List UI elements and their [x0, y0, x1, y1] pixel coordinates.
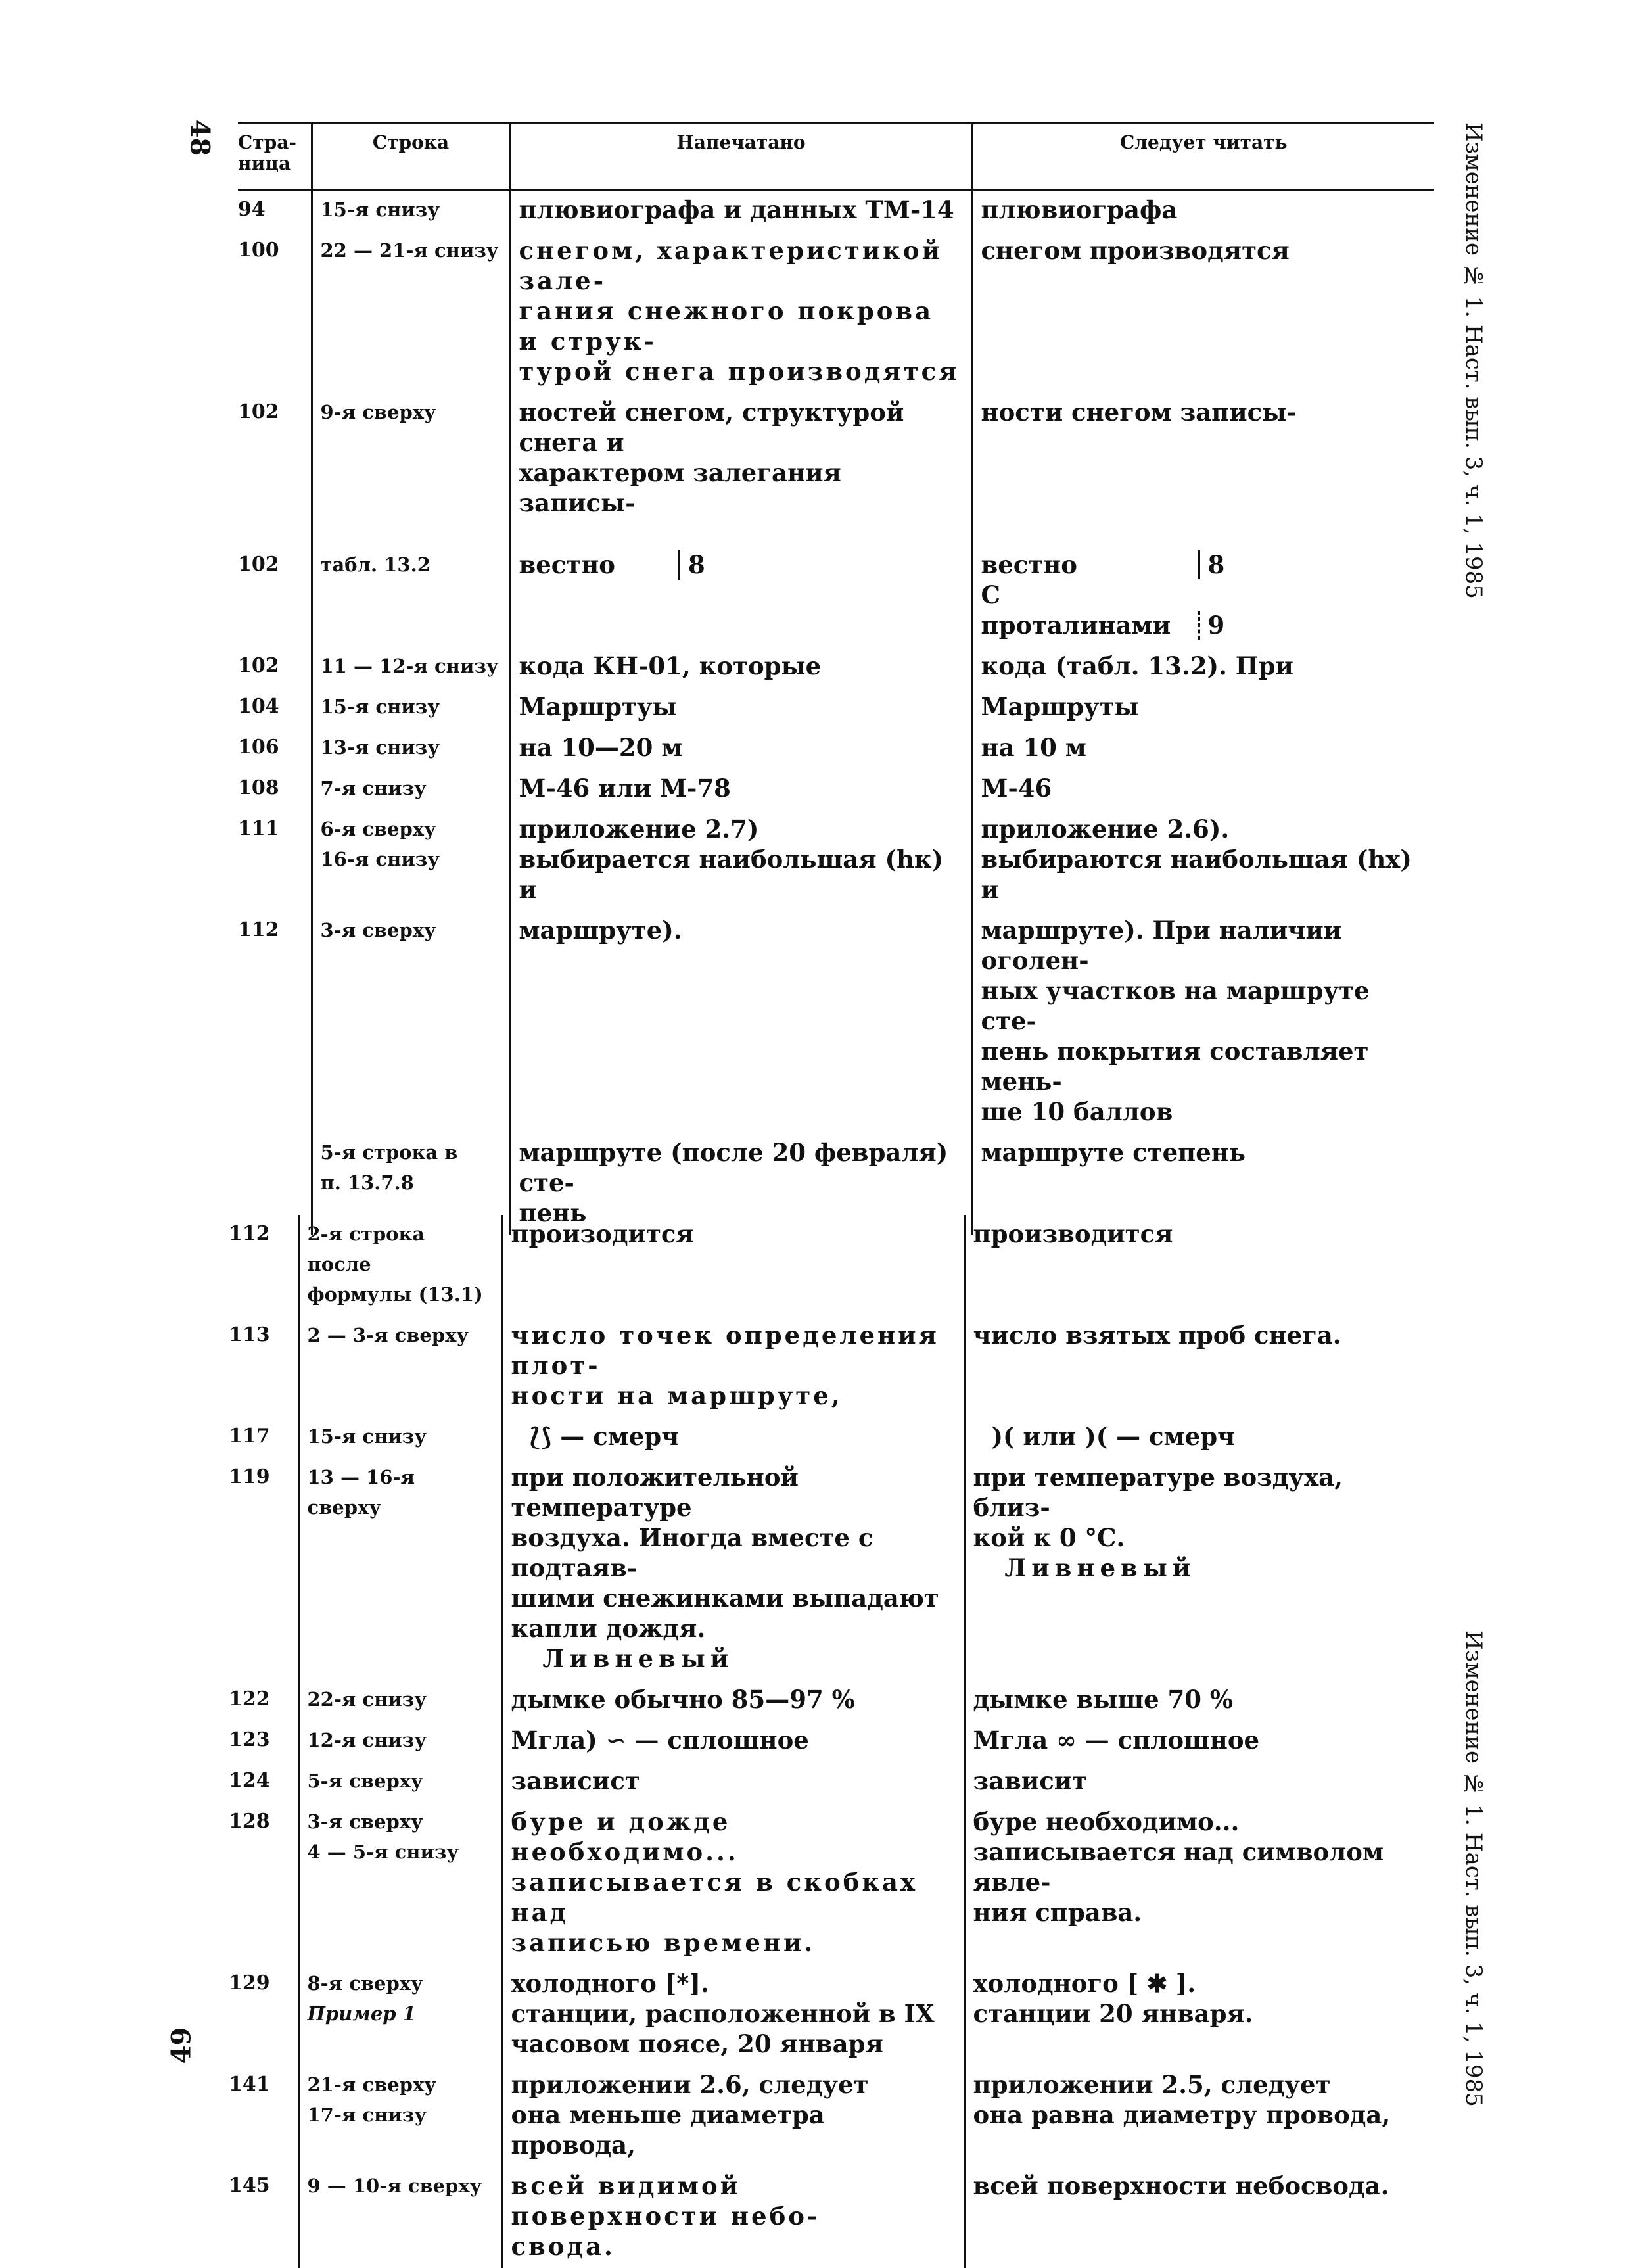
read-as-cell: кода (табл. 13.2). При	[972, 647, 1434, 688]
line-cell: 3-я сверху 4 — 5-я снизу	[298, 1803, 502, 1964]
read-as-cell: Мгла ∞ — сплошное	[964, 1721, 1426, 1762]
line-cell: 9-я сверху	[312, 393, 510, 546]
line-cell: 13-я снизу	[312, 728, 510, 769]
read-as-text-2: С проталинами	[981, 580, 1171, 640]
line-cell: 5-я сверху	[298, 1762, 502, 1803]
page-cell: 124	[229, 1769, 270, 1792]
page-cell: 94	[238, 198, 266, 221]
table-row	[229, 1721, 1426, 1762]
printed-cell: маршруте).	[510, 911, 972, 1133]
page-cell: 100	[238, 239, 279, 262]
errata-table-top	[238, 122, 1434, 1235]
table-row	[229, 1762, 1426, 1803]
read-as-cell: буре необходимо... записывается над символом явле- ния справа.	[964, 1803, 1426, 1964]
printed-heading: Ливневый	[542, 1644, 734, 1673]
read-as-cell: Маршруты	[972, 688, 1434, 728]
line-cell: 2-я строка после формулы (13.1)	[298, 1215, 502, 1316]
line-cell: 22 — 21-я снизу	[312, 231, 510, 393]
read-as-text: при температуре воздуха, близ- кой к 0 °С.	[973, 1463, 1343, 1552]
line-cell: 15-я снизу	[312, 688, 510, 728]
table-row	[238, 231, 1434, 393]
table-row	[229, 1316, 1426, 1417]
printed-cell: ⟅⟆ — смерч	[502, 1417, 964, 1458]
table-row	[238, 728, 1434, 769]
side-caption-top: Изменение № 1. Наст. вып. 3, ч. 1, 1985	[1460, 122, 1487, 599]
printed-cell: произодится	[502, 1215, 964, 1316]
read-as-cell: производится	[964, 1215, 1426, 1316]
page-cell: 102	[238, 654, 279, 677]
printed-cell: Мгла) ∽ — сплошное	[502, 1721, 964, 1762]
line-cell: 15-я снизу	[298, 1417, 502, 1458]
page-number-bottom: 49	[166, 2027, 197, 2064]
table-row	[238, 769, 1434, 810]
page-cell: 145	[229, 2174, 270, 2197]
printed-cell: плювиографа и данных ТМ-14	[510, 190, 972, 232]
page-cell: 108	[238, 776, 279, 799]
printed-cell: на 10—20 м	[510, 728, 972, 769]
line-cell: 6-я сверху 16-я снизу	[312, 810, 510, 911]
table-row	[229, 2167, 1426, 2268]
table-row	[229, 1680, 1426, 1721]
read-as-table-number: 8	[1198, 550, 1225, 579]
printed-cell	[510, 546, 972, 647]
header-read-as: Следует читать	[972, 124, 1434, 190]
line-cell: 22-я снизу	[298, 1680, 502, 1721]
read-as-cell	[972, 546, 1434, 647]
printed-cell: Маршртуы	[510, 688, 972, 728]
printed-cell: ностей снегом, структурой снега и характером залегания записы-	[510, 393, 972, 546]
line-ref-example: Пример 1	[307, 2002, 416, 2025]
header-printed: Напечатано	[510, 124, 972, 190]
printed-cell: М-46 или М-78	[510, 769, 972, 810]
page-cell: 141	[229, 2073, 270, 2096]
page-cell: 111	[238, 817, 279, 840]
read-as-cell: маршруте степень	[972, 1133, 1434, 1235]
table-row	[238, 546, 1434, 647]
page-cell: 106	[238, 736, 279, 759]
table-header-row	[238, 124, 1434, 190]
table-row	[238, 911, 1434, 1133]
page-cell: 112	[229, 1222, 270, 1245]
printed-cell: кода КН-01, которые	[510, 647, 972, 688]
header-line: Строка	[312, 124, 510, 190]
read-as-cell: приложение 2.6). выбираются наибольшая (hх) и	[972, 810, 1434, 911]
table-row	[229, 1964, 1426, 2066]
read-as-heading: Ливневый	[1004, 1553, 1196, 1582]
read-as-cell: ности снегом записы-	[972, 393, 1434, 546]
read-as-cell: на 10 м	[972, 728, 1434, 769]
page-number-top: 48	[184, 119, 216, 156]
page-cell: 117	[229, 1425, 270, 1448]
page-cell: 102	[238, 400, 279, 423]
line-cell: 2 — 3-я сверху	[298, 1316, 502, 1417]
read-as-cell: М-46	[972, 769, 1434, 810]
page-cell: 113	[229, 1323, 270, 1346]
printed-table-number: 8	[678, 550, 705, 580]
page-cell: 102	[238, 553, 279, 576]
printed-cell: число точек определения плот- ности на маршруте,	[502, 1316, 964, 1417]
page-cell: 112	[238, 918, 279, 941]
read-as-cell: всей поверхности небосвода.	[964, 2167, 1426, 2268]
printed-cell: приложение 2.7) выбирается наибольшая (hк) и	[510, 810, 972, 911]
line-cell: 12-я снизу	[298, 1721, 502, 1762]
page-cell: 104	[238, 695, 279, 718]
header-page: Стра- ница	[238, 124, 312, 190]
printed-cell	[502, 1458, 964, 1680]
table-row	[238, 810, 1434, 911]
page-cell: 123	[229, 1728, 270, 1751]
printed-cell: холодного [*]. станции, расположенной в IX часовом поясе, 20 января	[502, 1964, 964, 2066]
read-as-cell: число взятых проб снега.	[964, 1316, 1426, 1417]
read-as-cell: маршруте). При наличии оголен- ных участков на маршруте сте- пень покрытия составляет мень- ше 10 баллов	[972, 911, 1434, 1133]
table-row	[229, 1803, 1426, 1964]
line-cell	[298, 1964, 502, 2066]
printed-cell: всей видимой поверхности небо- свода.	[502, 2167, 964, 2268]
page-cell: 122	[229, 1688, 270, 1711]
read-as-cell: )( или )( — смерч	[964, 1417, 1426, 1458]
table-row	[238, 393, 1434, 546]
read-as-line-2	[981, 580, 1428, 640]
line-cell: табл. 13.2	[312, 546, 510, 647]
line-cell: 5-я строка в п. 13.7.8	[312, 1133, 510, 1235]
table-row	[229, 1458, 1426, 1680]
read-as-cell	[964, 1458, 1426, 1680]
printed-text: при положительной температуре воздуха. Иногда вместе с подтаяв- шими снежинками выпадают капли дождя.	[511, 1463, 939, 1643]
printed-cell: снегом, характеристикой зале- гания снежного покрова и струк- турой снега производятся	[510, 231, 972, 393]
printed-cell: дымке обычно 85—97 %	[502, 1680, 964, 1721]
printed-cell: приложении 2.6, следует она меньше диаметра провода,	[502, 2066, 964, 2167]
read-as-cell: приложении 2.5, следует она равна диаметру провода,	[964, 2066, 1426, 2167]
table-row	[229, 1417, 1426, 1458]
table-row	[238, 190, 1434, 232]
read-as-cell: зависит	[964, 1762, 1426, 1803]
printed-cell: буре и дожде необходимо... записывается в скобках над записью времени.	[502, 1803, 964, 1964]
page-cell: 119	[229, 1465, 270, 1488]
table-row	[238, 647, 1434, 688]
read-as-cell: холодного [ ✱ ]. станции 20 января.	[964, 1964, 1426, 2066]
line-ref: 8-я сверху	[307, 1972, 423, 1995]
printed-text: вестно	[519, 550, 615, 579]
line-cell: 13 — 16-я сверху	[298, 1458, 502, 1680]
read-as-cell: дымке выше 70 %	[964, 1680, 1426, 1721]
line-cell: 3-я сверху	[312, 911, 510, 1133]
printed-cell: маршруте (после 20 февраля) сте- пень	[510, 1133, 972, 1235]
errata-table-bottom	[229, 1215, 1426, 2268]
read-as-text: вестно	[981, 550, 1077, 579]
page-cell: 129	[229, 1972, 270, 1995]
page-cell: 128	[229, 1810, 270, 1833]
printed-cell: зависист	[502, 1762, 964, 1803]
read-as-cell: плювиографа	[972, 190, 1434, 232]
line-cell: 9 — 10-я сверху	[298, 2167, 502, 2268]
table-row	[229, 2066, 1426, 2167]
line-cell: 21-я сверху 17-я снизу	[298, 2066, 502, 2167]
read-as-cell: снегом производятся	[972, 231, 1434, 393]
line-cell: 11 — 12-я снизу	[312, 647, 510, 688]
line-cell: 7-я снизу	[312, 769, 510, 810]
read-as-table-number-2: 9	[1198, 611, 1225, 640]
side-caption-bottom: Изменение № 1. Наст. вып. 3, ч. 1, 1985	[1460, 1630, 1487, 2107]
read-as-line-1	[981, 550, 1428, 580]
table-row	[229, 1215, 1426, 1316]
table-row	[238, 688, 1434, 728]
line-cell: 15-я снизу	[312, 190, 510, 232]
